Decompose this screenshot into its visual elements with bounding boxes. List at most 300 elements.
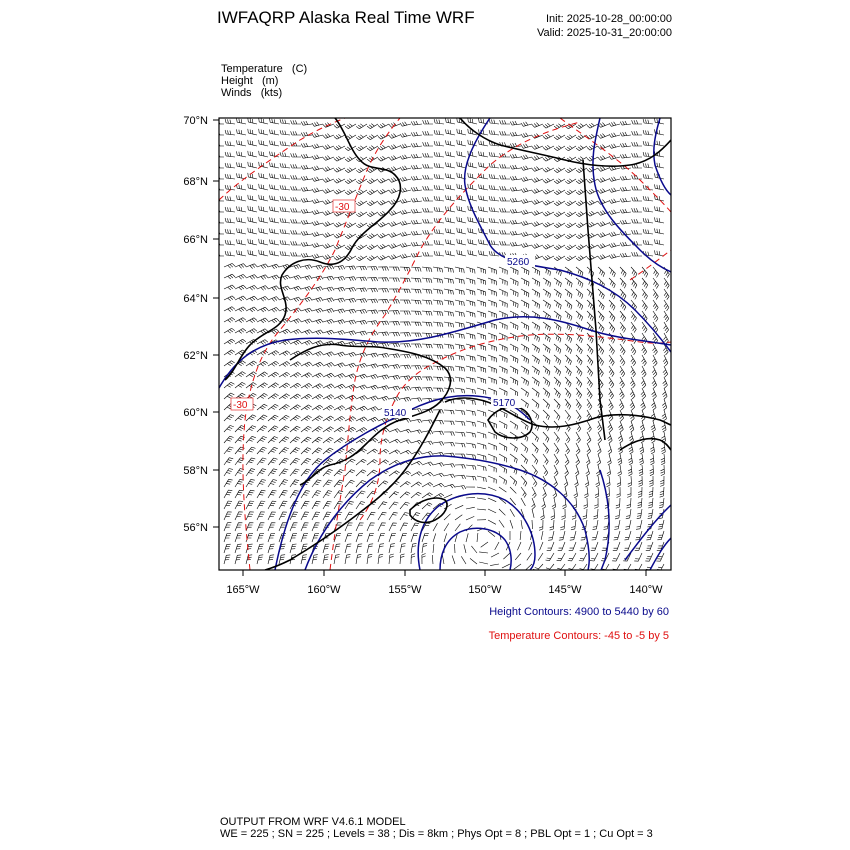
wind-barb	[631, 344, 636, 355]
wind-barb	[257, 318, 268, 323]
wind-barb	[466, 366, 475, 372]
wind-barb	[554, 201, 565, 206]
wind-barb	[378, 222, 389, 227]
wind-barb	[620, 322, 626, 333]
wind-barb	[609, 344, 615, 355]
wind-barb	[609, 377, 614, 388]
wind-barb	[510, 132, 521, 136]
wind-barb	[411, 366, 422, 370]
wind-barb	[389, 167, 400, 172]
wind-barb	[268, 469, 277, 476]
wind-barb	[301, 448, 311, 454]
wind-barb	[378, 512, 387, 520]
wind-barb	[422, 503, 432, 509]
wind-barb	[312, 405, 323, 410]
wind-barb	[323, 167, 334, 172]
wind-barb	[400, 333, 411, 337]
wind-barb	[257, 523, 264, 531]
wind-barb	[312, 501, 321, 509]
wind-barb	[455, 300, 464, 306]
wind-barb	[433, 366, 443, 370]
wind-barb	[237, 118, 247, 124]
wind-barb	[576, 432, 581, 443]
wind-barb	[593, 520, 599, 530]
wind-barb	[268, 533, 275, 542]
wind-barb	[268, 264, 279, 269]
wind-barb	[499, 300, 507, 308]
field-label-temperature: Temperature (C)	[221, 63, 308, 75]
wind-barb	[225, 163, 235, 168]
wind-barb	[521, 133, 532, 138]
wind-barb	[280, 174, 290, 179]
wind-barb	[257, 404, 267, 410]
wind-barb	[554, 179, 565, 184]
wind-barb	[532, 311, 540, 320]
wind-barb	[632, 230, 642, 234]
wind-barb	[554, 190, 565, 195]
wind-barb	[334, 189, 345, 194]
wind-barb	[587, 421, 591, 432]
height-contour	[625, 505, 671, 560]
wind-barb	[389, 533, 396, 542]
wind-barb	[488, 333, 496, 340]
wind-barb	[411, 209, 422, 213]
wind-barb	[334, 438, 345, 443]
wind-barb	[488, 267, 496, 274]
wind-barb	[345, 331, 356, 336]
wind-barb	[389, 211, 400, 216]
wind-barb	[645, 553, 653, 561]
wind-barb	[598, 244, 609, 249]
wind-barb	[444, 533, 447, 542]
wind-barb	[270, 140, 280, 146]
wind-barb	[587, 344, 593, 354]
wind-barb	[499, 487, 506, 492]
wind-barb	[268, 318, 279, 323]
wind-barb	[616, 498, 620, 508]
wind-barb	[488, 300, 496, 307]
height-contour	[465, 118, 671, 352]
wind-barb	[521, 487, 526, 498]
wind-barb	[279, 405, 290, 411]
wind-barb	[603, 520, 609, 530]
wind-barb	[510, 421, 518, 430]
wind-barb	[224, 458, 233, 465]
wind-barb	[455, 344, 465, 350]
wind-barb	[510, 443, 517, 452]
wind-barb	[345, 523, 353, 531]
wind-barb	[619, 421, 624, 432]
wind-barb	[479, 562, 488, 564]
wind-barb	[259, 217, 268, 223]
wind-barb	[434, 240, 444, 245]
wind-barb	[323, 287, 334, 291]
wind-barb	[279, 490, 288, 498]
wind-barb	[257, 447, 267, 454]
wind-barb	[620, 253, 631, 257]
wind-barb	[608, 421, 613, 432]
wind-barb	[500, 164, 510, 168]
wind-barb	[479, 151, 489, 157]
wind-barb	[569, 542, 576, 550]
wind-barb	[259, 184, 268, 190]
wind-barb	[477, 432, 486, 438]
wind-barb	[411, 398, 422, 402]
wind-barb	[279, 469, 288, 476]
wind-barb	[632, 219, 642, 223]
wind-barb	[378, 533, 385, 542]
wind-barb	[598, 145, 609, 150]
wind-barb	[455, 289, 464, 295]
wind-barb	[280, 130, 290, 135]
wind-barb	[500, 219, 510, 223]
map-title: IWFAQRP Alaska Real Time WRF	[217, 8, 475, 27]
wind-barb	[301, 426, 311, 432]
wind-barb	[323, 156, 334, 161]
wind-barb	[510, 187, 521, 191]
wind-barb	[444, 300, 454, 306]
wind-barb	[345, 480, 355, 487]
wind-barb	[532, 123, 543, 128]
wind-barb	[312, 362, 323, 367]
wind-barb	[411, 220, 422, 224]
wind-barb	[489, 130, 499, 135]
wind-barb	[367, 460, 378, 466]
wind-barb	[400, 502, 410, 509]
wind-barb	[411, 311, 421, 315]
wind-barb	[323, 189, 334, 194]
wind-barb	[489, 163, 499, 168]
wind-barb	[510, 322, 518, 330]
wind-barb	[433, 267, 443, 272]
wind-barb	[455, 544, 456, 553]
wind-barb	[433, 544, 434, 553]
wind-barb	[488, 498, 496, 502]
wind-barb	[620, 267, 626, 277]
wind-barb	[444, 322, 454, 327]
wind-barb	[615, 509, 620, 519]
wind-barb	[554, 465, 558, 476]
wind-barb	[259, 206, 268, 212]
wind-barb	[280, 218, 290, 223]
wind-barb	[620, 176, 631, 180]
wind-barb	[651, 432, 655, 443]
wind-barb	[660, 476, 664, 486]
wind-barb	[257, 555, 263, 564]
wind-barb	[268, 404, 278, 410]
wind-barb	[323, 200, 334, 205]
wind-barb	[455, 421, 465, 426]
wind-barb	[627, 498, 632, 508]
wind-barb	[367, 364, 378, 369]
wind-barb	[268, 437, 278, 444]
wind-barb	[565, 201, 576, 206]
wind-barb	[554, 322, 561, 331]
wind-barb	[521, 243, 532, 248]
wind-barb	[587, 355, 593, 365]
wind-barb	[334, 167, 345, 172]
wind-barb	[356, 502, 365, 510]
wind-barb	[446, 184, 456, 190]
wind-barb	[423, 131, 433, 135]
lon-tick-label: 150°W	[468, 584, 502, 596]
wind-barb	[489, 207, 499, 212]
wind-barb	[477, 388, 486, 395]
wind-barb	[224, 447, 233, 454]
wind-barb	[630, 399, 635, 410]
wind-barb	[521, 344, 529, 353]
wind-barb	[290, 415, 301, 421]
wind-barb	[224, 555, 230, 564]
wind-barb	[235, 490, 243, 498]
wind-barb	[554, 344, 561, 354]
wind-barb	[596, 476, 600, 487]
wind-barb	[521, 311, 529, 319]
wind-barb	[625, 520, 631, 529]
wind-barb	[433, 483, 444, 487]
wind-barb	[629, 432, 634, 443]
wind-barb	[323, 501, 332, 509]
wind-barb	[356, 406, 367, 411]
wind-barb	[455, 399, 465, 404]
wind-barb	[464, 544, 466, 553]
wind-barb	[627, 487, 631, 497]
wind-barb	[400, 155, 411, 159]
wind-barb	[629, 421, 634, 432]
wind-barb	[268, 286, 279, 291]
wind-barb	[653, 278, 659, 289]
wind-barb	[609, 122, 620, 127]
wind-barb	[291, 252, 301, 256]
height-contour	[440, 528, 511, 570]
wind-barb	[270, 250, 280, 256]
wind-barb	[290, 426, 300, 432]
wind-barb	[224, 436, 234, 443]
wind-barb	[270, 217, 280, 223]
wind-barb	[515, 553, 521, 560]
wind-barb	[643, 119, 653, 124]
wind-barb	[389, 289, 400, 293]
wind-barb	[479, 162, 489, 168]
wind-barb	[554, 135, 565, 140]
wind-barb	[257, 469, 266, 476]
wind-barb	[554, 355, 561, 365]
wind-barb	[367, 234, 378, 239]
wind-barb	[434, 163, 444, 168]
wind-barb	[323, 222, 334, 227]
wind-barb	[625, 531, 632, 540]
wind-barb	[620, 187, 631, 191]
wind-barb	[444, 410, 454, 414]
wind-barb	[423, 219, 433, 223]
wind-barb	[433, 278, 443, 283]
wind-barb	[280, 163, 290, 168]
wind-barb	[301, 555, 307, 564]
wind-barb	[411, 523, 419, 531]
wind-barb	[609, 188, 620, 193]
wind-barb	[356, 288, 367, 292]
wind-barb	[609, 300, 615, 310]
wind-barb	[280, 119, 290, 124]
wind-barb	[532, 156, 543, 161]
wind-barb	[367, 523, 375, 531]
wind-barb	[248, 239, 257, 245]
wind-barb	[224, 479, 233, 487]
wind-barb	[612, 553, 620, 561]
wind-barb	[378, 439, 389, 443]
wind-barb	[400, 166, 411, 170]
wind-barb	[634, 564, 642, 572]
wind-barb	[411, 482, 422, 487]
wind-barb	[422, 267, 432, 272]
wind-barb	[587, 311, 594, 321]
wind-barb	[444, 278, 454, 284]
wind-barb	[446, 129, 456, 135]
wind-barb	[224, 469, 233, 477]
wind-barb	[554, 223, 565, 228]
wind-barb	[290, 383, 301, 388]
wind-barb	[323, 395, 334, 400]
wind-barb	[356, 223, 367, 228]
wind-barb	[510, 242, 521, 246]
wind-barb	[225, 218, 235, 223]
wind-barb	[290, 480, 299, 487]
wind-barb	[259, 228, 268, 234]
wind-barb	[400, 210, 411, 214]
wind-barb	[479, 195, 489, 201]
wind-barb	[225, 130, 235, 135]
wind-barb	[477, 487, 486, 489]
wind-barb	[457, 140, 466, 146]
wind-barb	[268, 523, 275, 531]
wind-barb	[422, 462, 433, 466]
wind-barb	[301, 319, 312, 324]
wind-barb	[356, 428, 367, 433]
wind-barb	[510, 520, 513, 529]
wind-barb	[290, 394, 301, 399]
wind-barb	[270, 184, 280, 190]
wind-barb	[345, 352, 356, 357]
wind-barb	[411, 121, 422, 125]
wind-barb	[499, 443, 507, 451]
wind-barb	[510, 209, 521, 213]
wind-barb	[248, 228, 257, 234]
wind-barb	[444, 484, 455, 488]
wind-barb	[291, 241, 301, 245]
wind-barb	[598, 289, 604, 299]
wind-barb	[455, 410, 465, 415]
wind-barb	[640, 421, 645, 432]
wind-barb	[257, 307, 268, 312]
wind-barb	[584, 498, 588, 509]
wind-barb	[356, 266, 367, 270]
wind-barb	[367, 179, 378, 184]
wind-barb	[433, 311, 443, 316]
wind-barb	[279, 437, 289, 443]
wind-barb	[576, 234, 587, 239]
wind-barb	[539, 520, 543, 530]
wind-barb	[510, 366, 518, 374]
wind-barb	[499, 355, 507, 363]
wind-barb	[301, 165, 312, 169]
wind-barb	[248, 206, 257, 212]
wind-barb	[378, 178, 389, 183]
wind-barb	[356, 385, 367, 390]
wind-barb	[468, 118, 477, 124]
wind-barb	[521, 322, 529, 330]
wind-barb	[466, 300, 475, 306]
wind-barb	[584, 487, 588, 498]
wind-barb	[433, 473, 444, 477]
wind-barb	[543, 200, 554, 205]
wind-barb	[659, 498, 664, 508]
wind-barb	[400, 133, 411, 137]
wind-barb	[521, 520, 522, 529]
wind-barb	[279, 362, 290, 367]
wind-barb	[323, 134, 334, 139]
wind-barb	[565, 366, 571, 376]
wind-barb	[652, 366, 657, 377]
wind-barb	[312, 177, 323, 182]
wind-barb	[291, 230, 301, 234]
wind-barb	[257, 533, 264, 542]
wind-barb	[290, 319, 301, 324]
wind-barb	[521, 443, 528, 453]
wind-barb	[334, 145, 345, 150]
wind-barb	[367, 212, 378, 217]
wind-barb	[323, 512, 331, 520]
wind-barb	[432, 555, 433, 564]
wind-barb	[639, 454, 643, 465]
wind-barb	[422, 311, 432, 316]
wind-barb	[367, 544, 373, 553]
wind-barb	[270, 228, 280, 234]
wind-barb	[477, 344, 486, 351]
wind-barb	[237, 228, 247, 234]
wind-barb	[345, 533, 352, 542]
wind-barb	[312, 298, 323, 303]
wind-barb	[565, 190, 576, 195]
wind-barb	[643, 240, 653, 245]
wind-barb	[237, 217, 247, 223]
wind-barb	[598, 355, 604, 366]
wind-barb	[554, 234, 565, 239]
wind-barb	[466, 533, 468, 542]
wind-barb	[466, 432, 476, 438]
wind-barb	[225, 141, 235, 146]
wind-barb	[444, 377, 454, 382]
wind-barb	[259, 140, 268, 146]
wind-barb	[389, 502, 398, 509]
wind-barb	[312, 448, 322, 454]
wind-barb	[345, 427, 356, 432]
wind-barb	[279, 426, 289, 432]
wind-barb	[587, 443, 591, 454]
wind-barb	[653, 289, 658, 300]
wind-barb	[558, 542, 565, 550]
wind-barb	[457, 162, 466, 168]
wind-barb	[323, 309, 334, 314]
wind-barb	[446, 151, 456, 157]
wind-barb	[488, 443, 496, 450]
wind-barb	[235, 533, 242, 542]
wind-barb	[554, 278, 561, 287]
wind-barb	[479, 206, 489, 212]
wind-barb	[649, 476, 653, 487]
wind-barb	[246, 264, 257, 269]
wind-barb	[455, 377, 465, 382]
wind-barb	[290, 448, 300, 455]
